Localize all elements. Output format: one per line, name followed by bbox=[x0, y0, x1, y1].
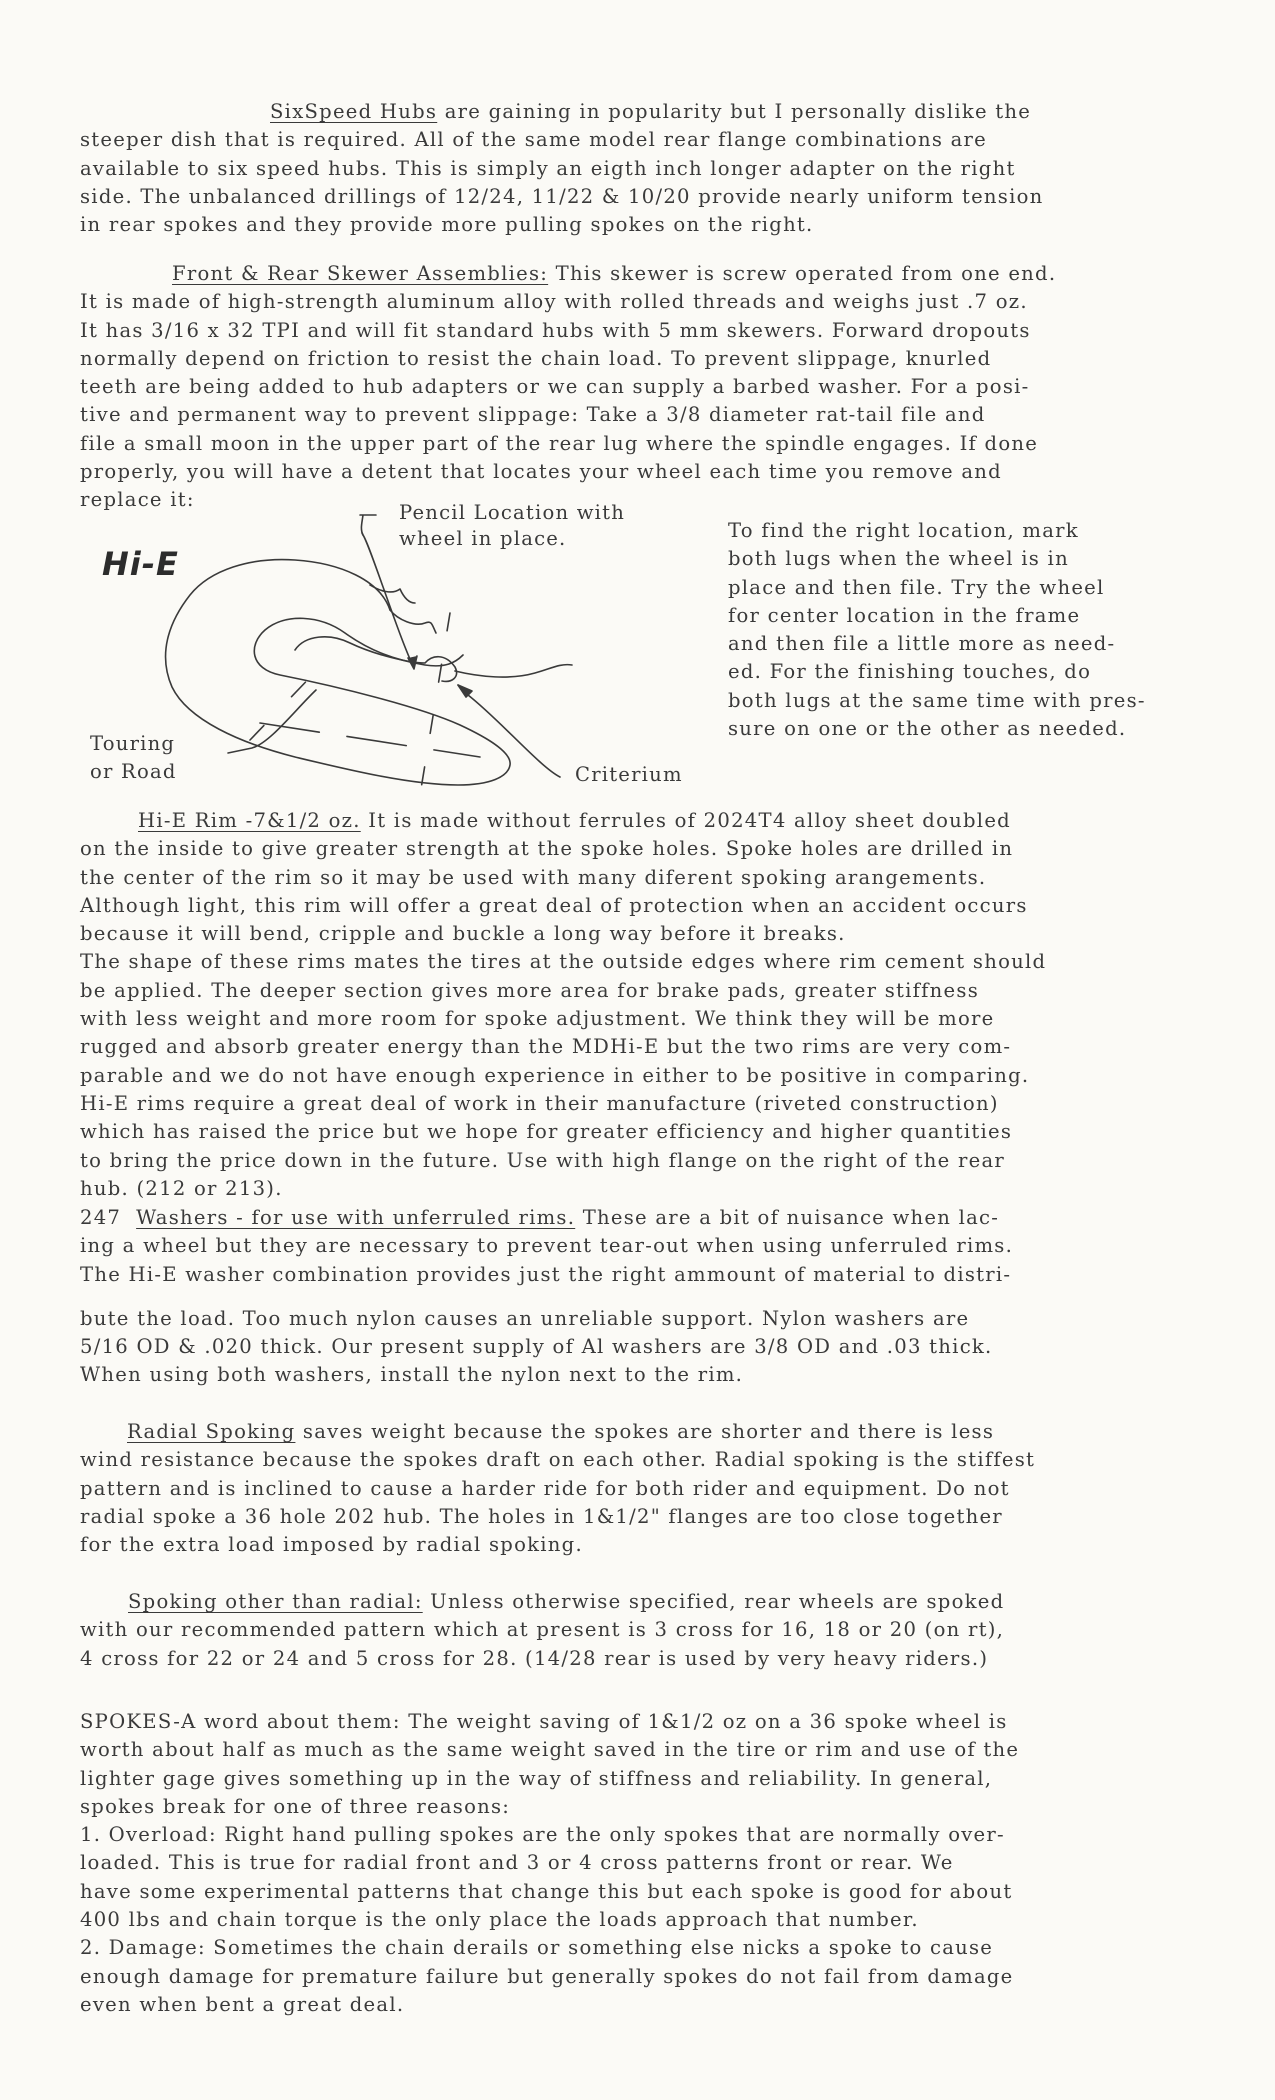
spokes-line: worth about half as much as the same weight saved in the tire or rim and use of the bbox=[80, 1738, 1020, 1762]
sixspeed-heading: SixSpeed Hubs bbox=[270, 100, 438, 123]
spokes-line: even when bent a great deal. bbox=[80, 1992, 405, 2016]
side-line: and then file a little more as need- bbox=[728, 632, 1116, 656]
other-line: Unless otherwise specified, rear wheels are spoked bbox=[422, 1590, 1005, 1613]
skewer-section bbox=[80, 260, 1162, 515]
pencil-location-label bbox=[399, 500, 625, 552]
rim-paragraph bbox=[80, 807, 1162, 1203]
sixspeed-line: steeper dish that is required. All of the same model rear flange combinations are bbox=[80, 128, 988, 152]
dropout-diagram bbox=[80, 495, 740, 795]
sixspeed-line: in rear spokes and they provide more pulling spokes on the right. bbox=[80, 213, 814, 237]
spokes-line: spokes break for one of three reasons: bbox=[80, 1794, 511, 1818]
skewer-line: tive and permanent way to prevent slippage: Take a 3/8 diameter rat-tail file and bbox=[80, 403, 986, 427]
other-spoking-heading: Spoking other than radial: bbox=[128, 1590, 423, 1613]
side-line: both lugs when the wheel is in bbox=[728, 547, 1069, 571]
skewer-line: normally depend on friction to resist the chain load. To prevent slippage, knurled bbox=[80, 346, 992, 370]
radial-line: saves weight because the spokes are shorter and there is less bbox=[295, 1420, 995, 1443]
sixspeed-line: are gaining in popularity but I personally dislike the bbox=[437, 100, 1032, 123]
washers-paragraph bbox=[80, 1204, 1162, 1390]
figure-title: Hi-E bbox=[102, 545, 179, 583]
side-line: for center location in the frame bbox=[728, 603, 1081, 627]
spokes-line: lighter gage gives something up in the way of stiffness and reliability. In general, bbox=[80, 1766, 993, 1790]
radial-heading: Radial Spoking bbox=[127, 1420, 296, 1443]
skewer-line: It is made of high-strength aluminum alloy with rolled threads and weighs just .7 oz. bbox=[80, 290, 1028, 314]
rim-line: be applied. The deeper section gives more area for brake pads, greater stiffness bbox=[80, 978, 980, 1002]
washers-line: The Hi-E washer combination provides just the right ammount of material to distri- bbox=[80, 1262, 1012, 1286]
washers-heading: Washers - for use with unferruled rims. bbox=[136, 1206, 576, 1229]
rim-heading: Hi-E Rim -7&1/2 oz. bbox=[138, 809, 361, 832]
side-line: ed. For the finishing touches, do bbox=[728, 660, 1092, 684]
other-spoking-section bbox=[80, 1588, 1162, 1673]
rim-line: It is made without ferrules of 2024T4 alloy sheet doubled bbox=[360, 809, 1011, 832]
sixspeed-section bbox=[80, 98, 1162, 239]
rim-section bbox=[80, 807, 1162, 1203]
touring-label-line: or Road bbox=[90, 760, 177, 783]
spokes-line: enough damage for premature failure but generally spokes do not fail from damage bbox=[80, 1964, 1014, 1988]
side-line: To find the right location, mark bbox=[728, 519, 1079, 542]
sixspeed-line: available to six speed hubs. This is simply an eigth inch longer adapter on the right bbox=[80, 156, 1016, 180]
criterium-label: Criterium bbox=[575, 763, 683, 786]
rim-line: rugged and absorb greater energy than the MDHi-E but the two rims are very com- bbox=[80, 1035, 1012, 1059]
pencil-label-line: Pencil Location with bbox=[399, 501, 626, 524]
radial-line: wind resistance because the spokes draft on each other. Radial spoking is the stiffest bbox=[80, 1448, 1036, 1472]
skewer-paragraph bbox=[80, 260, 1162, 515]
touring-label-line: Touring bbox=[90, 732, 176, 755]
rim-line: Hi-E rims require a great deal of work in their manufacture (riveted construction) bbox=[80, 1091, 999, 1115]
skewer-line: replace it: bbox=[80, 488, 195, 512]
rim-line: parable and we do not have enough experience in either to be positive in comparing. bbox=[80, 1063, 1030, 1087]
sixspeed-line: side. The unbalanced drillings of 12/24, 11/22 & 10/20 provide nearly uniform tension bbox=[80, 184, 1044, 208]
side-line: sure on one or the other as needed. bbox=[728, 717, 1127, 741]
spokes-section bbox=[80, 1708, 1162, 2019]
washers-part-number: 247 bbox=[80, 1206, 137, 1229]
skewer-line: file a small moon in the upper part of the rear lug where the spindle engages. If done bbox=[80, 431, 1039, 455]
side-line: place and then file. Try the wheel bbox=[728, 575, 1105, 599]
figure-side-text bbox=[728, 517, 1198, 743]
rim-line: on the inside to give greater strength at the spoke holes. Spoke holes are drilled in bbox=[80, 837, 1014, 861]
spokes-line: 400 lbs and chain torque is the only place the loads approach that number. bbox=[80, 1908, 919, 1932]
skewer-line: properly, you will have a detent that locates your wheel each time you remove and bbox=[80, 460, 1002, 484]
touring-label bbox=[90, 730, 177, 786]
spokes-line: loaded. This is true for radial front and 3 or 4 cross patterns front or rear. We bbox=[80, 1851, 954, 1875]
other-line: with our recommended pattern which at present is 3 cross for 16, 18 or 20 (on rt), bbox=[80, 1618, 1005, 1642]
radial-section bbox=[80, 1418, 1162, 1559]
skewer-line: It has 3/16 x 32 TPI and will fit standard hubs with 5 mm skewers. Forward dropouts bbox=[80, 318, 1031, 342]
sixspeed-paragraph bbox=[80, 98, 1162, 239]
side-line: both lugs at the same time with pres- bbox=[728, 688, 1146, 712]
rim-line: the center of the rim so it may be used with many diferent spoking arangements. bbox=[80, 865, 987, 889]
spokes-line: SPOKES-A word about them: The weight saving of 1&1/2 oz on a 36 spoke wheel is bbox=[80, 1710, 1008, 1733]
washers-section bbox=[80, 1204, 1162, 1390]
skewer-line: teeth are being added to hub adapters or we can supply a barbed washer. For a posi- bbox=[80, 375, 1030, 399]
pencil-label-line: wheel in place. bbox=[399, 527, 567, 550]
washers-line: ing a wheel but they are necessary to prevent tear-out when using unferruled rims. bbox=[80, 1234, 1014, 1258]
radial-paragraph bbox=[80, 1418, 1162, 1559]
spokes-line: 2. Damage: Sometimes the chain derails or something else nicks a spoke to cause bbox=[80, 1936, 994, 1960]
washers-line: bute the load. Too much nylon causes an unreliable support. Nylon washers are bbox=[80, 1306, 970, 1330]
rim-line: to bring the price down in the future. Use with high flange on the right of the rear bbox=[80, 1148, 1006, 1172]
radial-line: for the extra load imposed by radial spoking. bbox=[80, 1533, 583, 1557]
spokes-line: 1. Overload: Right hand pulling spokes are the only spokes that are normally over- bbox=[80, 1823, 1005, 1847]
skewer-heading: Front & Rear Skewer Assemblies: bbox=[172, 262, 549, 285]
other-spoking-paragraph bbox=[80, 1588, 1162, 1673]
spokes-paragraph bbox=[80, 1708, 1162, 2019]
rim-line: hub. (212 or 213). bbox=[80, 1176, 283, 1200]
rim-line: Although light, this rim will offer a great deal of protection when an accident occurs bbox=[80, 893, 1028, 917]
washers-line: When using both washers, install the nylon next to the rim. bbox=[80, 1363, 744, 1387]
rim-line: because it will bend, cripple and buckle a long way before it breaks. bbox=[80, 922, 846, 946]
rim-line: with less weight and more room for spoke adjustment. We think they will be more bbox=[80, 1007, 995, 1031]
radial-line: radial spoke a 36 hole 202 hub. The holes in 1&1/2" flanges are too close together bbox=[80, 1504, 1003, 1528]
other-line: 4 cross for 22 or 24 and 5 cross for 28. (14/28 rear is used by very heavy riders.) bbox=[80, 1646, 989, 1670]
washers-line: 5/16 OD & .020 thick. Our present supply of Al washers are 3/8 OD and .03 thick. bbox=[80, 1335, 993, 1359]
rim-line: The shape of these rims mates the tires at the outside edges where rim cement should bbox=[80, 950, 1047, 974]
skewer-line: This skewer is screw operated from one end. bbox=[548, 262, 1057, 285]
washers-line: These are a bit of nuisance when lac- bbox=[575, 1206, 1000, 1229]
rim-line: which has raised the price but we hope for greater efficiency and higher quantities bbox=[80, 1120, 1013, 1144]
radial-line: pattern and is inclined to cause a harder ride for both rider and equipment. Do not bbox=[80, 1476, 1010, 1500]
spokes-line: have some experimental patterns that change this but each spoke is good for about bbox=[80, 1879, 1013, 1903]
